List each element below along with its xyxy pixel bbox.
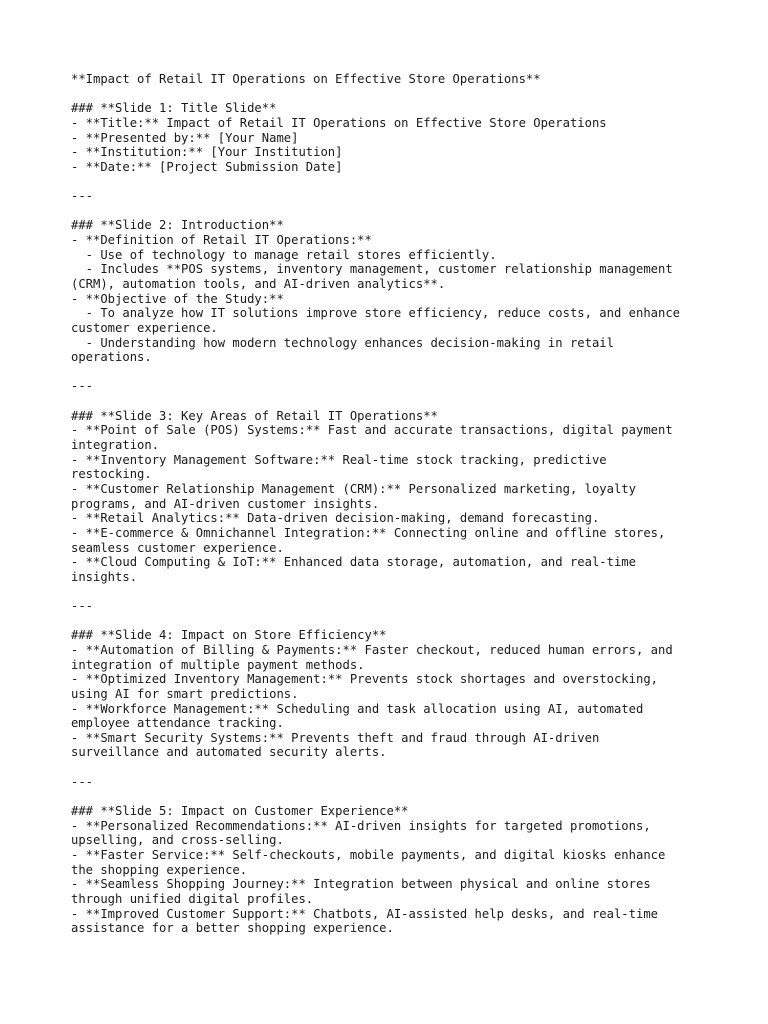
blank-line (71, 614, 751, 629)
bullet-line: - **Optimized Inventory Management:** Prevents stock shortages and overstocking, (71, 672, 658, 687)
bullet-line: - **Seamless Shopping Journey:** Integration between physical and online stores (71, 877, 651, 892)
bullet-line: - **Smart Security Systems:** Prevents theft and fraud through AI-driven (71, 730, 600, 745)
text-line: integration. (71, 438, 160, 453)
text-line: assistance for a better shopping experience. (71, 921, 394, 936)
bullet-line: - **Workforce Management:** Scheduling and task allocation using AI, automated (71, 701, 644, 716)
text-line: surveillance and automated security alerts. (71, 745, 387, 760)
text-line: insights. (71, 569, 138, 584)
blank-line (71, 760, 751, 775)
text-line: the shopping experience. (71, 862, 248, 877)
blank-line (71, 789, 751, 804)
slide-heading: ### **Slide 4: Impact on Store Efficiency** (71, 628, 387, 643)
text-line: programs, and AI-driven customer insights. (71, 496, 380, 511)
bullet-line: - Use of technology to manage retail stores efficiently. (71, 247, 497, 262)
horizontal-rule: --- (71, 774, 94, 789)
blank-line (71, 87, 751, 102)
document-page (71, 72, 751, 936)
text-line: (CRM), automation tools, and AI-driven analytics**. (71, 276, 446, 291)
bullet-line: - Understanding how modern technology enhances decision-making in retail (71, 335, 614, 350)
bullet-line: - **Faster Service:** Self-checkouts, mobile payments, and digital kiosks enhance (71, 847, 666, 862)
slide-heading: ### **Slide 3: Key Areas of Retail IT Operations** (71, 408, 438, 423)
blank-line (71, 584, 751, 599)
bullet-line: - **Date:** [Project Submission Date] (71, 159, 343, 174)
bullet-line: - To analyze how IT solutions improve store efficiency, reduce costs, and enhance (71, 306, 681, 321)
blank-line (71, 394, 751, 409)
document-title: **Impact of Retail IT Operations on Effective Store Operations** (71, 72, 541, 86)
slide-heading: ### **Slide 1: Title Slide** (71, 101, 277, 116)
bullet-line: - **Cloud Computing & IoT:** Enhanced data storage, automation, and real-time (71, 555, 636, 570)
horizontal-rule: --- (71, 599, 94, 614)
text-line: integration of multiple payment methods. (71, 657, 365, 672)
bullet-line: - **Improved Customer Support:** Chatbots, AI-assisted help desks, and real-time (71, 906, 658, 921)
blank-line (71, 204, 751, 219)
bullet-line: - Includes **POS systems, inventory management, customer relationship management (71, 262, 673, 277)
bullet-line: - **Retail Analytics:** Data-driven decision-making, demand forecasting. (71, 511, 600, 526)
text-line: through unified digital profiles. (71, 891, 314, 906)
horizontal-rule: --- (71, 379, 94, 394)
text-line: operations. (71, 350, 152, 365)
horizontal-rule: --- (71, 189, 94, 204)
bullet-line: - **Title:** Impact of Retail IT Operations on Effective Store Operations (71, 115, 607, 130)
bullet-line: - **Definition of Retail IT Operations:** (71, 233, 372, 248)
bullet-line: - **Presented by:** [Your Name] (71, 130, 299, 145)
bullet-line: - **Point of Sale (POS) Systems:** Fast and accurate transactions, digital payment (71, 423, 673, 438)
text-line: using AI for smart predictions. (71, 686, 299, 701)
text-line: upselling, and cross-selling. (71, 833, 284, 848)
bullet-line: - **Objective of the Study:** (71, 291, 284, 306)
bullet-line: - **Personalized Recommendations:** AI-driven insights for targeted promotions, (71, 818, 651, 833)
bullet-line: - **Automation of Billing & Payments:** Faster checkout, reduced human errors, and (71, 642, 673, 657)
text-line: customer experience. (71, 320, 218, 335)
bullet-line: - **Inventory Management Software:** Real-time stock tracking, predictive (71, 452, 607, 467)
text-line: seamless customer experience. (71, 540, 284, 555)
blank-line (71, 174, 751, 189)
slide-heading: ### **Slide 5: Impact on Customer Experience** (71, 804, 409, 819)
text-line: restocking. (71, 467, 152, 482)
blank-line (71, 365, 751, 380)
bullet-line: - **E-commerce & Omnichannel Integration:** Connecting online and offline stores, (71, 525, 666, 540)
slide-heading: ### **Slide 2: Introduction** (71, 218, 284, 233)
bullet-line: - **Institution:** [Your Institution] (71, 145, 343, 160)
bullet-line: - **Customer Relationship Management (CRM):** Personalized marketing, loyalty (71, 481, 636, 496)
text-line: employee attendance tracking. (71, 716, 284, 731)
